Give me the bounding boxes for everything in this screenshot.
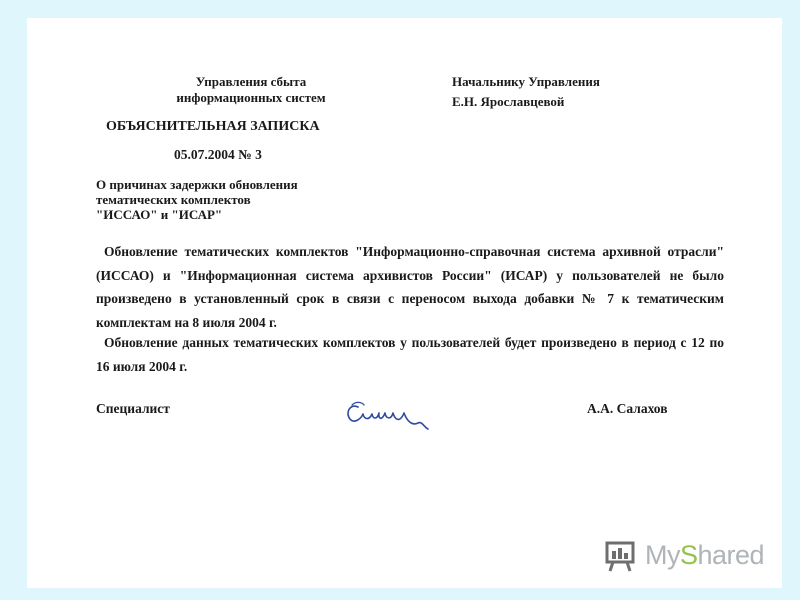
signature-stroke xyxy=(352,402,364,405)
handwritten-signature xyxy=(342,393,432,431)
recipient-block xyxy=(452,74,600,110)
body-paragraph: Обновление тематических комплектов "Информационно-справочная система архивной отрасли" (ИССАО) и "Информационная система архивистов России" (ИСАР) у пользователей не было произведено в установленный срок в связи с переносом выхода добавки № 7 к тематическим комплектам на 8 июля 2004 г. xyxy=(96,244,724,330)
watermark-text xyxy=(645,539,764,571)
signer-name: А.А. Салахов xyxy=(587,401,668,416)
recipient-line: Начальнику Управления xyxy=(452,74,600,89)
watermark-text-accent: S xyxy=(680,540,698,570)
presentation-board-icon xyxy=(605,540,639,572)
subject-line: тематических комплектов xyxy=(96,192,251,207)
subject-block xyxy=(96,177,298,222)
body-paragraph: Обновление данных тематических комплектов у пользователей будет произведено в период с 12 по 16 июля 2004 г. xyxy=(96,335,724,374)
recipient-line: Е.Н. Ярославцевой xyxy=(452,94,565,109)
sender-line: информационных систем xyxy=(176,90,326,105)
signer-position: Специалист xyxy=(96,401,170,416)
sender-block xyxy=(137,74,365,106)
myshared-watermark xyxy=(605,538,770,574)
document-date-number: 05.07.2004 № 3 xyxy=(174,147,262,162)
subject-line: О причинах задержки обновления xyxy=(96,177,298,192)
document-title: ОБЪЯСНИТЕЛЬНАЯ ЗАПИСКА xyxy=(106,119,320,134)
watermark-text-suffix: hared xyxy=(697,540,765,570)
watermark-text-prefix: My xyxy=(645,540,680,570)
subject-line: "ИССАО" и "ИСАР" xyxy=(96,207,223,222)
sender-line: Управления сбыта xyxy=(195,74,307,89)
signature-stroke xyxy=(348,406,428,429)
